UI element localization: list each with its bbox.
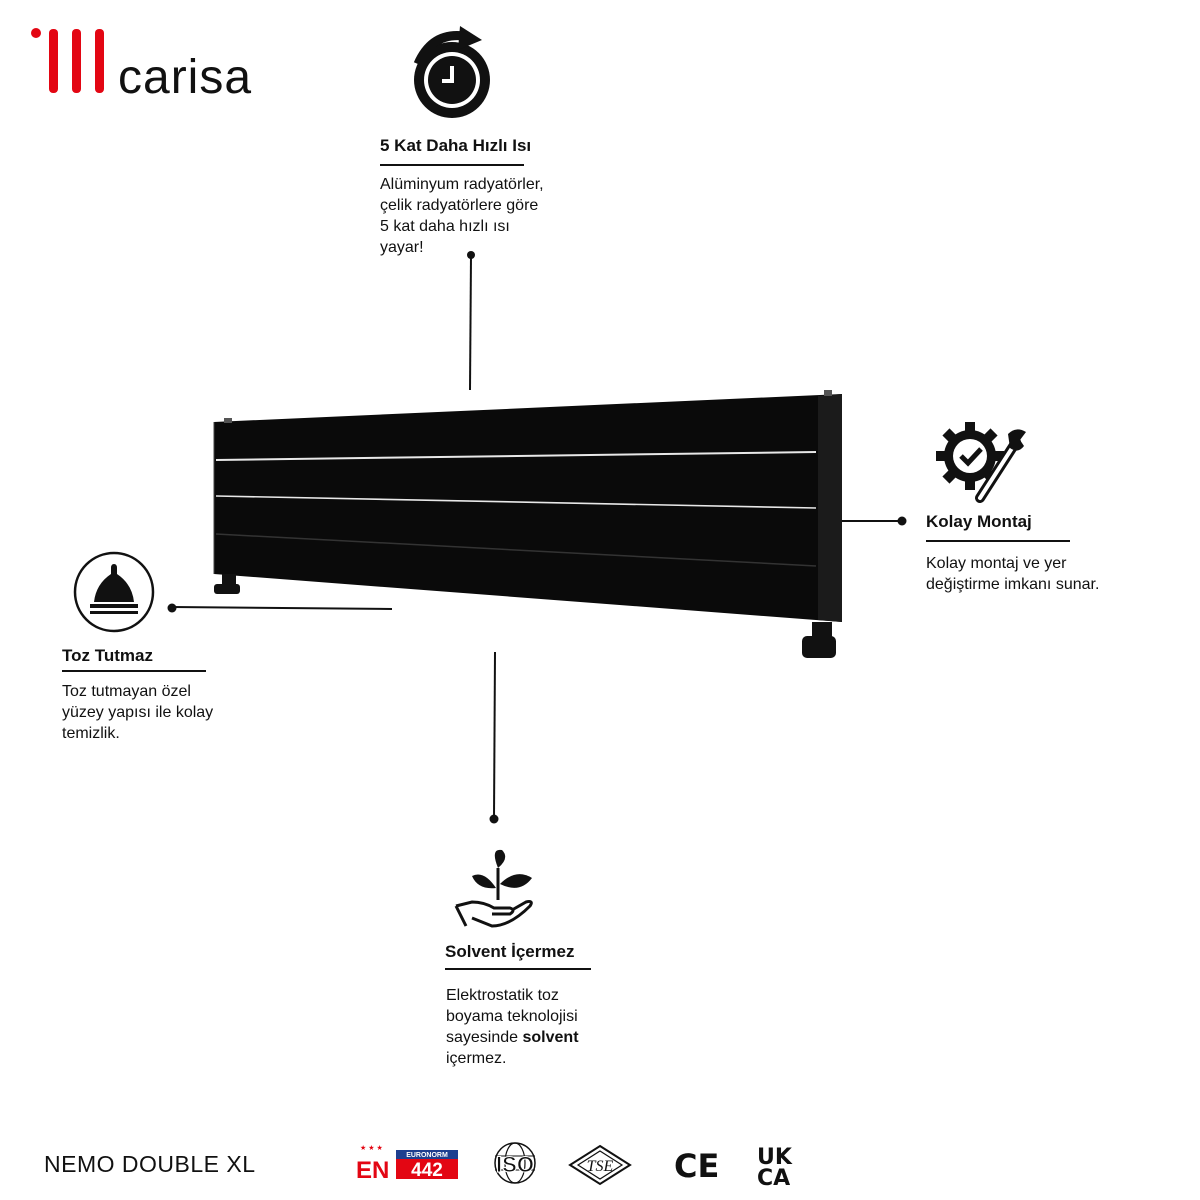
- ukca-bottom-label: CA: [757, 1166, 791, 1191]
- tse-label: TSE: [586, 1158, 614, 1175]
- easy-install-description: Kolay montaj ve yer değiştirme imkanı sunar.: [926, 555, 1100, 593]
- en-label: EN: [356, 1157, 390, 1184]
- fast-heat-underline: [380, 164, 524, 166]
- fast-heat-connector: [464, 250, 478, 392]
- solvent-free-underline: [445, 968, 591, 970]
- product-name: NEMO DOUBLE XL: [44, 1151, 256, 1177]
- three-red-bars-logo: [28, 26, 108, 96]
- black-panel-radiator-image: [212, 390, 852, 662]
- dust-free-title: Toz Tutmaz: [62, 646, 153, 665]
- easy-install-title: Kolay Montaj: [926, 512, 1032, 531]
- solvent-free-description: Elektrostatik toz boyama teknolojisi sayesinde solvent içermez.: [446, 987, 579, 1067]
- iso-logo: [488, 1140, 542, 1186]
- duster-brush-icon: [72, 550, 156, 634]
- tse-logo: [568, 1144, 632, 1186]
- fast-clock-icon: [412, 26, 494, 120]
- ce-mark: [674, 1147, 720, 1185]
- euronorm-label: EURONORM: [406, 1152, 448, 1159]
- dust-free-underline: [62, 670, 206, 672]
- gear-wrench-check-icon: [936, 422, 1028, 502]
- ukca-mark: [756, 1144, 802, 1191]
- fast-heat-title: 5 Kat Daha Hızlı Isı: [380, 136, 532, 155]
- solvent-free-title: Solvent İçermez: [445, 942, 575, 961]
- easy-install-underline: [926, 540, 1070, 542]
- dust-free-description: Toz tutmayan özel yüzey yapısı ile kolay temizlik.: [62, 683, 214, 742]
- fast-heat-description: Alüminyum radyatörler, çelik radyatörlere göre 5 kat daha hızlı ısı yayar!: [380, 176, 544, 256]
- svg-text:★ ★ ★: ★ ★ ★: [360, 1145, 383, 1152]
- plant-in-hand-icon: [454, 846, 538, 930]
- iso-label: ISO: [496, 1152, 534, 1177]
- ce-label: CE: [674, 1147, 720, 1185]
- brand-name: carisa: [118, 51, 253, 104]
- solvent-bold-word: solvent: [522, 1029, 579, 1046]
- ukca-top-label: UK: [757, 1145, 792, 1170]
- en-442-euronorm-badge: [356, 1142, 460, 1184]
- en-number-label: 442: [411, 1160, 443, 1181]
- solvent-free-connector: [488, 650, 502, 826]
